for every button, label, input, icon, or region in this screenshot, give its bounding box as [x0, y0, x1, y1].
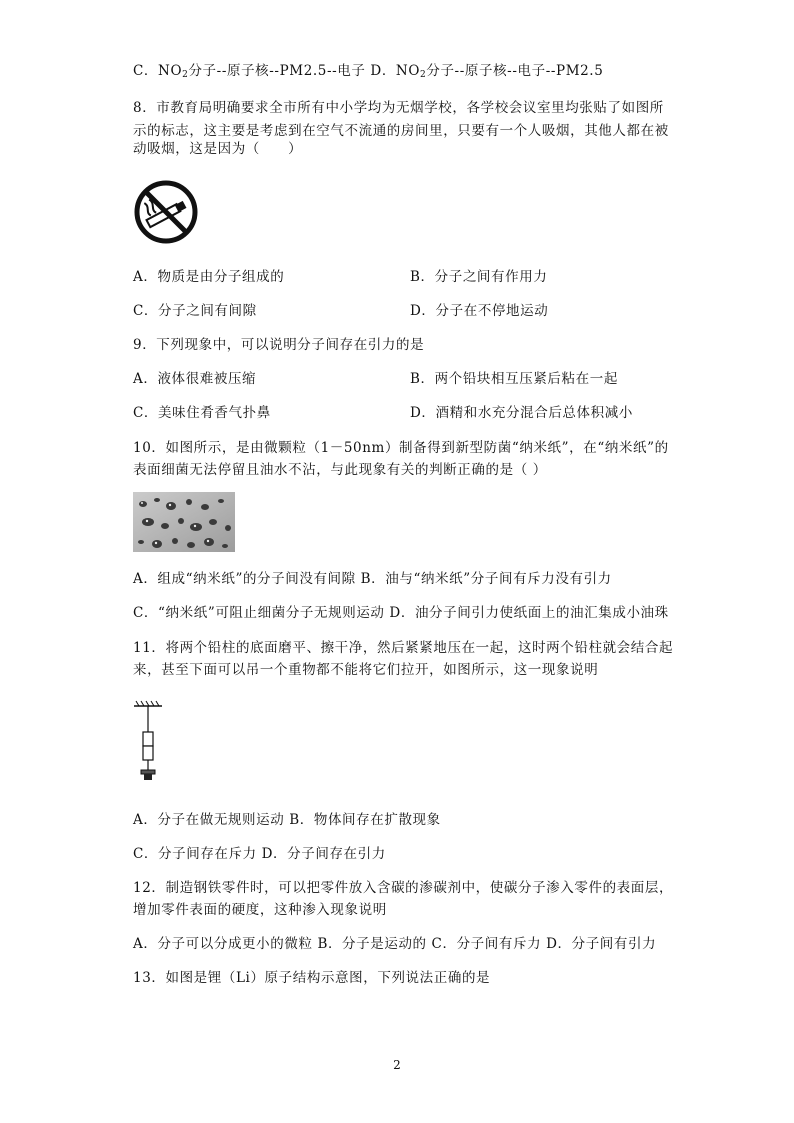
- lead-cylinders-diagram: [132, 700, 166, 786]
- q8-option-d: D．分子在不停地运动: [410, 303, 549, 319]
- q9-option-d: D．酒精和水充分混合后总体积减小: [410, 405, 633, 421]
- no-smoking-sign-icon: [133, 179, 199, 245]
- q11-options-cd: C．分子间存在斥力 D．分子间存在引力: [133, 846, 386, 862]
- q8-stem-line-3: 动吸烟，这是因为（ ）: [133, 141, 303, 157]
- page-number: 2: [393, 1058, 401, 1072]
- q7-option-d-pre: D．NO: [370, 63, 421, 79]
- q7-option-c-sub: 2: [182, 70, 189, 80]
- q11-options-ab: A．分子在做无规则运动 B．物体间存在扩散现象: [133, 812, 441, 828]
- q7-option-d-sub: 2: [420, 70, 427, 80]
- nano-paper-photo: [133, 492, 235, 552]
- q9-option-a: A．液体很难被压缩: [133, 371, 257, 387]
- q9-option-c: C．美味住肴香气扑鼻: [133, 405, 271, 421]
- q10-options-ab: A．组成“纳米纸”的分子间没有间隙 B．油与“纳米纸”分子间有斥力没有引力: [133, 571, 612, 587]
- q8-option-c: C．分子之间有间隙: [133, 303, 257, 319]
- q12-options: A．分子可以分成更小的微粒 B．分子是运动的 C．分子间有斥力 D．分子间有引力: [133, 936, 657, 952]
- q9-stem: 9．下列现象中，可以说明分子间存在引力的是: [133, 337, 425, 353]
- q7-option-c-post: 分子--原子核--PM2.5--电子: [188, 63, 366, 79]
- q12-stem-line-2: 增加零件表面的硬度，这种渗入现象说明: [133, 902, 387, 918]
- q8-stem-line-1: 8．市教育局明确要求全市所有中小学均为无烟学校，各学校会议室里均张贴了如图所: [133, 100, 664, 116]
- q8-stem-line-2: 示的标志，这主要是考虑到在空气不流通的房间里，只要有一个人吸烟，其他人都在被: [133, 123, 669, 139]
- q13-stem: 13．如图是锂（Li）原子结构示意图，下列说法正确的是: [133, 970, 491, 986]
- q10-stem-line-1: 10．如图所示，是由微颗粒（1－50nm）制备得到新型防菌“纳米纸”，在“纳米纸”的: [133, 440, 669, 456]
- q8-option-b: B．分子之间有作用力: [410, 269, 548, 285]
- q8-option-a: A．物质是由分子组成的: [133, 269, 285, 285]
- q7-options-cd: [133, 62, 603, 84]
- q9-option-b: B．两个铅块相互压紧后粘在一起: [410, 371, 618, 387]
- q11-stem-line-2: 来，甚至下面可以吊一个重物都不能将它们拉开，如图所示，这一现象说明: [133, 662, 599, 678]
- q12-stem-line-1: 12．制造钢铁零件时，可以把零件放入含碳的渗碳剂中，使碳分子渗入零件的表面层，: [133, 880, 674, 896]
- q10-options-cd: C．“纳米纸”可阻止细菌分子无规则运动 D．油分子间引力使纸面上的油汇集成小油珠: [133, 605, 669, 621]
- q10-stem-line-2: 表面细菌无法停留且油水不沾，与此现象有关的判断正确的是（ ）: [133, 462, 547, 478]
- q7-option-d-post: 分子--原子核--电子--PM2.5: [426, 63, 604, 79]
- q7-option-c-pre: C．NO: [133, 63, 183, 79]
- q11-stem-line-1: 11．将两个铅柱的底面磨平、擦干净，然后紧紧地压在一起，这时两个铅柱就会结合起: [133, 640, 674, 656]
